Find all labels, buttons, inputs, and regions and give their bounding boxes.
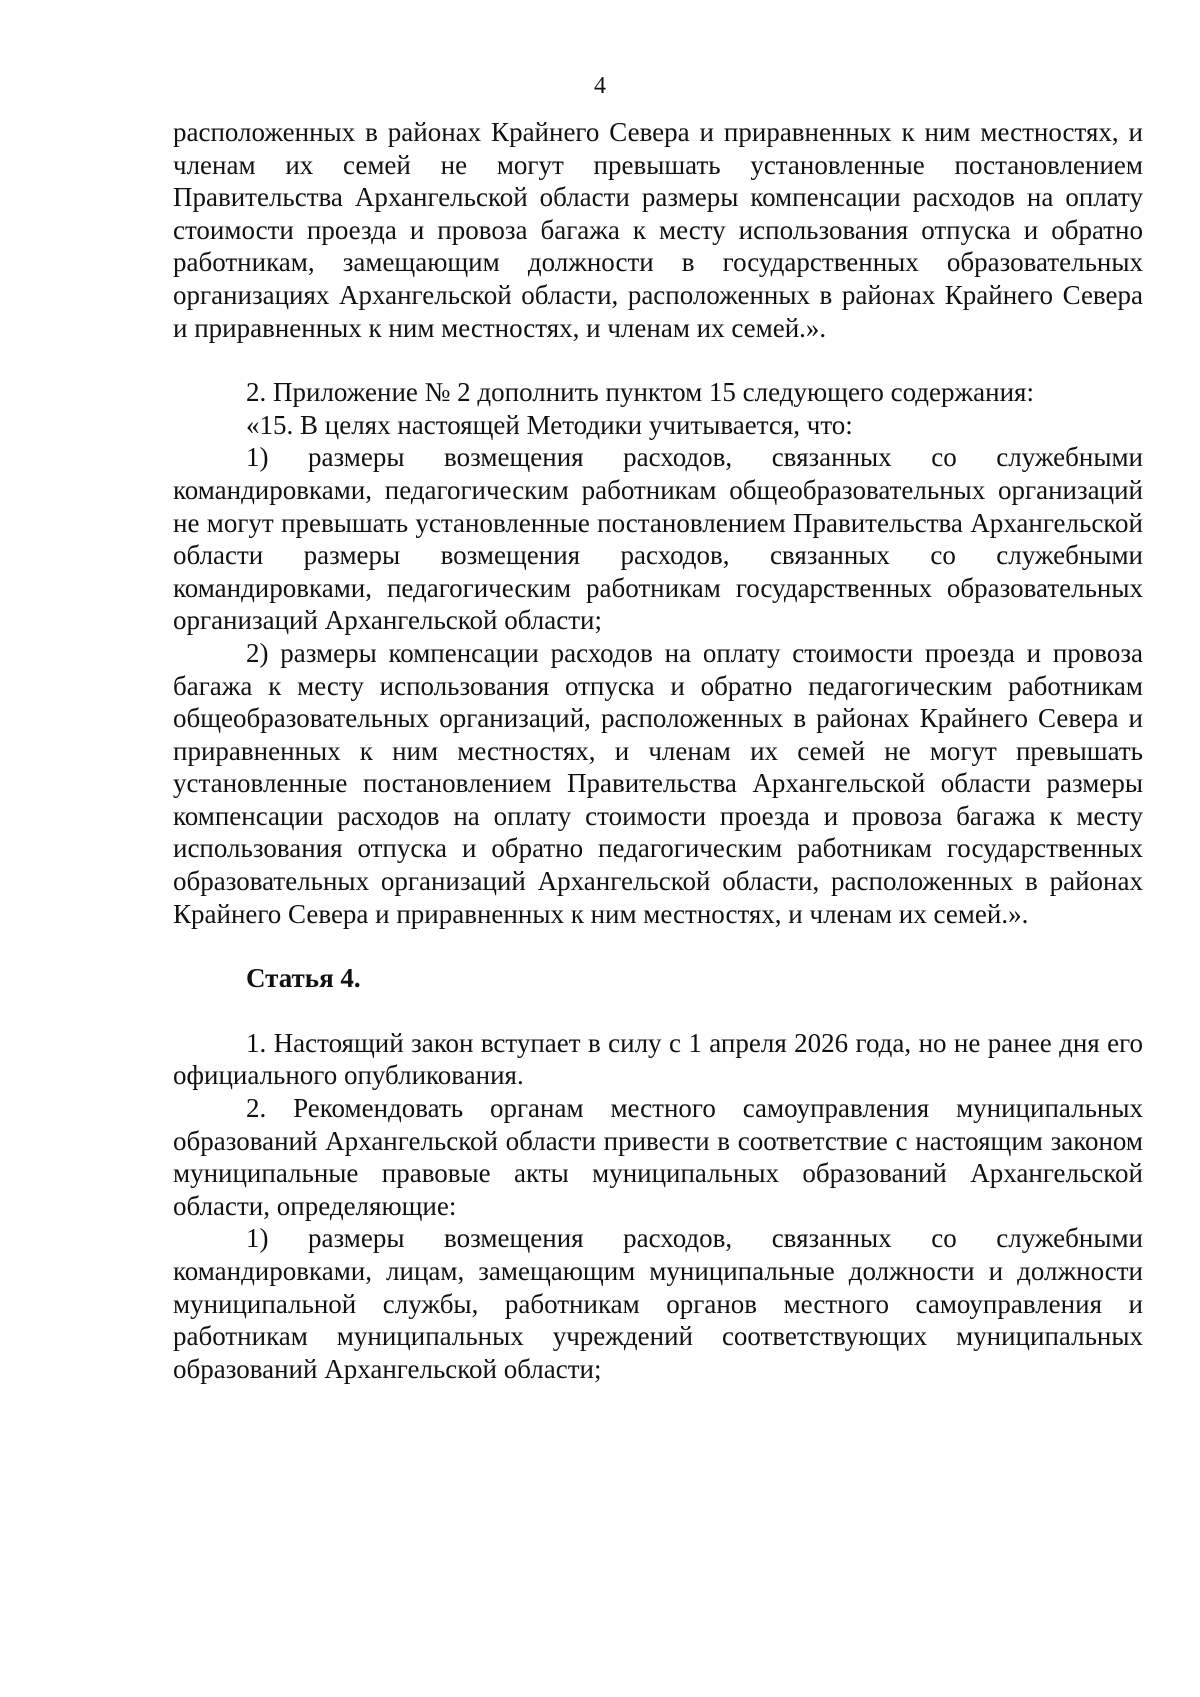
page-number: 4 (594, 73, 606, 99)
paragraph-article-4-item-1: 1. Настоящий закон вступает в силу с 1 апреля 2026 года, но не ранее дня его официального опубликования. (173, 1027, 1143, 1091)
paragraph-item-15-subitem-2: 2) размеры компенсации расходов на оплату стоимости проезда и провоза багажа к месту использования отпуска и обратно педагогическим работникам общеобразовательных организаций, расположенных в районах Крайнего Севера и приравненных к ним местностях, и членам их семей не могут превышать установленные постановлением Правительства Архангельской области размеры компенсации расходов на оплату стоимости проезда и провоза багажа к месту использования отпуска и обратно педагогическим работникам государственных образовательных организаций Архангельской области, расположенных в районах Крайнего Севера и приравненных к ним местностях, и членам их семей.». (173, 637, 1143, 929)
paragraph-item-15: «15. В целях настоящей Методики учитывается, что: (246, 409, 853, 440)
article-4-heading: Статья 4. (246, 963, 361, 994)
document-body (173, 116, 1143, 1385)
paragraph-article-4-item-2: 2. Рекомендовать органам местного самоуправления муниципальных образований Архангельской области привести в соответствие с настоящим законом муниципальные правовые акты муниципальных образований Архангельской области, определяющие: (173, 1093, 1143, 1221)
paragraph-item-15-subitem-1: 1) размеры возмещения расходов, связанных со служебными командировками, педагогическим работникам общеобразовательных организаций не могут превышать установленные постановлением Правительства Архангельской области размеры возмещения расходов, связанных со служебными командировками, педагогическим работникам государственных образовательных организаций Архангельской области; (173, 442, 1143, 636)
paragraph-continuation: расположенных в районах Крайнего Севера и приравненных к ним местностях, и членам их семей не могут превышать установленные постановлением Правительства Архангельской области размеры компенсации расходов на оплату стоимости проезда и провоза багажа к месту использования отпуска и обратно работникам, замещающим должности в государственных образовательных организациях Архангельской области, расположенных в районах Крайнего Севера и приравненных к ним местностях, и членам их семей.». (173, 117, 1143, 343)
paragraph-article-4-subitem-1: 1) размеры возмещения расходов, связанных со служебными командировками, лицам, замещающим муниципальные должности и должности муниципальной службы, работникам органов местного самоуправления и работникам муниципальных учреждений соответствующих муниципальных образований Архангельской области; (173, 1223, 1143, 1384)
paragraph-appendix-2-amendment: 2. Приложение № 2 дополнить пунктом 15 следующего содержания: (246, 377, 1034, 408)
